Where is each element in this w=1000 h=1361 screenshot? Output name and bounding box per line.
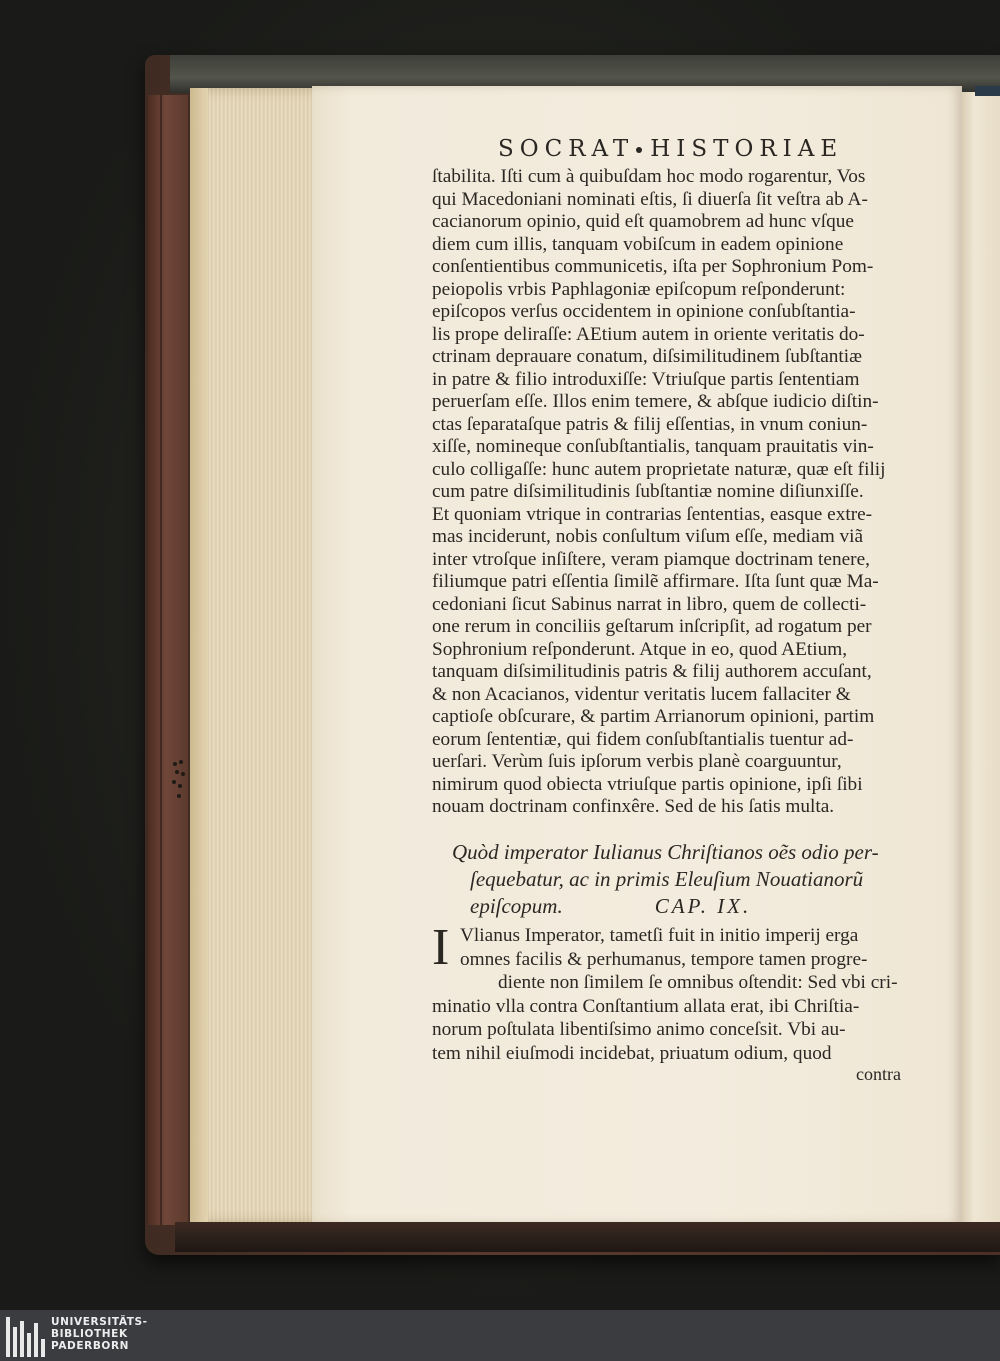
text-line: culo colligaſſe: hunc autem proprietate naturæ, quæ eſt filij [432, 458, 886, 480]
facing-page-edge [960, 92, 1000, 1222]
logo-line: UNIVERSITÄTS- [51, 1316, 148, 1328]
text-line: omnes facilis & perhumanus, tempore tamen progre- [460, 948, 868, 970]
running-head-dot [636, 147, 642, 153]
running-head-part1: SOCRAT [498, 136, 635, 162]
text-line: nimirum quod obiecta vtriuſque partis opinione, ipſi ſibi [432, 773, 863, 795]
text-line: qui Macedoniani nominati eſtis, ſi diuerſa ſit veſtra ab A- [432, 188, 868, 210]
text-line: peiopolis vrbis Paphlagoniæ epiſcopum reſponderunt: [432, 278, 846, 300]
text-line: conſentientibus communicetis, iſta per Sophronium Pom- [432, 256, 874, 277]
logo-line: BIBLIOTHEK [51, 1328, 128, 1340]
text-line: tanquam diſsimilitudinis patris & filij authorem accuſant, [432, 661, 872, 682]
text-line: one rerum in conciliis geſtarum inſcripſit, ad rogatum per [432, 616, 872, 637]
text-line: nouam doctrinam confinxêre. Sed de his ſatis multa. [432, 796, 835, 817]
main-text-block [432, 166, 918, 819]
text-line: Sophronium reſponderunt. Atque in eo, quod AEtium, [432, 638, 848, 660]
text-line: epiſcopos verſus occidentem in opinione conſubſtantia- [432, 301, 856, 322]
text-line: & non Acacianos, videntur veritatis lucem fallaciter & [432, 683, 851, 705]
text-line: tem nihil eiuſmodi incidebat, priuatum odium, quod [432, 1042, 832, 1064]
catchword: contra [856, 1064, 901, 1084]
spine-damage-dots [171, 760, 189, 802]
chapter-heading-line: ſequebatur, ac in primis Eleuſium Nouatianorũ [470, 867, 864, 891]
text-line: inter vtroſque inſiſtere, veram piamque doctrinam tenere, [432, 548, 870, 570]
running-head [498, 136, 843, 162]
text-line: Vlianus Imperator, tametſi fuit in initio imperij erga [460, 925, 859, 946]
cover-spine-edge [148, 95, 188, 1225]
text-line: mas inciderunt, nobis conſultum viſum eſſe, mediam viã [432, 526, 864, 547]
text-line: filiumque patri eſſentia ſimilẽ affirmare. Iſta ſunt quæ Ma- [432, 571, 879, 592]
drop-cap: I [432, 919, 450, 976]
text-line: diente non ſimilem ſe omnibus oſtendit: Sed vbi cri- [498, 972, 898, 993]
cover-bottom-edge [175, 1222, 1000, 1252]
facing-page-shadow [975, 86, 1000, 96]
chapter-heading-line [452, 893, 922, 920]
text-line: in patre & filio introduxiſſe: Vtriuſque partis ſententiam [432, 368, 860, 390]
text-line: xiſſe, nomineque conſubſtantialis, tanquam prauitatis vin- [432, 436, 874, 457]
page-stack-edges [190, 88, 315, 1223]
library-logo-icon [6, 1315, 46, 1357]
running-head-part2: HISTORIAE [650, 136, 844, 162]
text-line: diem cum illis, tanquam vobiſcum in eadem opinione [432, 233, 844, 255]
chapter-text-block [432, 919, 918, 1065]
text-line: cedoniani ſicut Sabinus narrat in libro, quem de collecti- [432, 593, 867, 615]
logo-line: PADERBORN [51, 1340, 130, 1352]
text-line: ctrinam deprauare conatum, diſsimilitudinem ſubſtantiæ [432, 346, 862, 367]
chapter-heading [452, 839, 922, 920]
text-line: lis prope delirаſſe: AEtium autem in oriente veritatis do- [432, 323, 865, 345]
library-logo-text [51, 1316, 148, 1352]
text-line: norum poſtulata libentiſsimo animo conceſsit. Vbi au- [432, 1019, 846, 1040]
text-line: cum patre diſsimilitudinis ſubſtantiæ nomine diſiunxiſſe. [432, 481, 864, 502]
chapter-heading-line: Quòd imperator Iulianus Chriſtianos oẽs odio per- [452, 840, 879, 864]
chapter-number: CAP. IX. [654, 894, 752, 918]
text-line: cacianorum opinio, quid eſt quamobrem ad hunc vſque [432, 211, 854, 232]
text-line: captioſe obſcurare, & partim Arrianorum opinioni, partim [432, 706, 875, 727]
text-line: Et quoniam vtrique in contrarias ſententias, easque extre- [432, 503, 873, 525]
library-footer [0, 1310, 1000, 1361]
text-line: ctas ſeparataſque patris & filij eſſentias, in vnum coniun- [432, 413, 868, 435]
text-line: ſtabilita. Iſti cum à quibuſdam hoc modo rogarentur, Vos [432, 166, 866, 187]
text-line: minatio vlla contra Conſtantium allata erat, ibi Chriſtia- [432, 995, 860, 1017]
text-line: peruerſam eſſe. Illos enim temere, & abſque iudicio diſtin- [432, 391, 879, 412]
text-line: eorum ſententiæ, qui fidem conſubſtantialis tuentur ad- [432, 728, 854, 750]
text-line: uerſari. Verùm ſuis ipſorum verbis planè coarguuntur, [432, 751, 842, 772]
chapter-heading-end: epiſcopum. [470, 894, 563, 918]
